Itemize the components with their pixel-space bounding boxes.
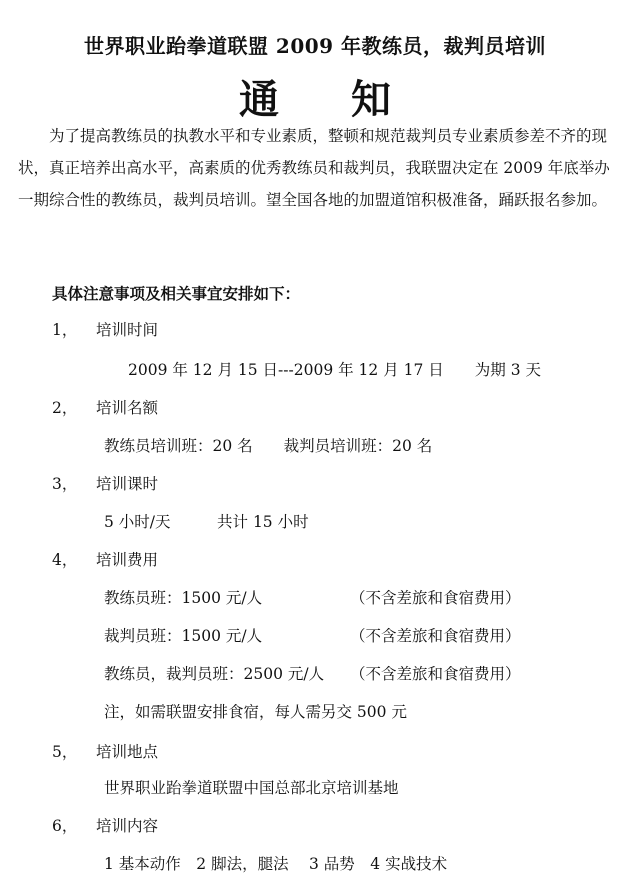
training-content: 1 基本动作 2 脚法，腿法 3 品势 4 实战技术 <box>104 855 448 873</box>
fee-note: （不含差旅和食宿费用） <box>350 589 521 607</box>
section-title-quota: 培训名额 <box>96 399 159 417</box>
fee-note: （不含差旅和食宿费用） <box>350 627 521 645</box>
training-dates: 2009 年 12 月 15 日---2009 年 12 月 17 日 为期 3 天 <box>128 361 541 379</box>
section-title-fees: 培训费用 <box>96 551 159 569</box>
intro-paragraph: 为了提高教练员的执教水平和专业素质，整顿和规范裁判员专业素质参差不齐的现状，真正培养出高水平，高素质的优秀教练员和裁判员，我联盟决定在 2009 年底举办一期综合性的教练员，裁判员培训。望全国各地的加盟道馆积极准备，踊跃报名参加。 <box>18 127 610 209</box>
section-number: 3， <box>52 475 78 493</box>
section-title-hours: 培训课时 <box>96 475 159 493</box>
training-quota: 教练员培训班：20 名 裁判员培训班：20 名 <box>104 437 433 455</box>
fee-referee: 裁判员班：1500 元/人 <box>104 627 263 645</box>
section-number: 2， <box>52 399 78 417</box>
fee-combined: 教练员，裁判员班：2500 元/人 <box>104 665 325 683</box>
section-number: 5， <box>52 743 78 761</box>
training-location: 世界职业跆拳道联盟中国总部北京培训基地 <box>104 779 399 797</box>
section-number: 6， <box>52 817 78 835</box>
fee-remark: 注，如需联盟安排食宿，每人需另交 500 元 <box>104 703 407 721</box>
section-title-time: 培训时间 <box>96 321 159 339</box>
notice-heading <box>0 68 630 125</box>
section-title-content: 培训内容 <box>96 817 159 835</box>
notice-char-1: 通 <box>239 76 279 123</box>
notice-char-2: 知 <box>351 76 391 123</box>
section-title-location: 培训地点 <box>96 743 159 761</box>
arrangements-lead: 具体注意事项及相关事宜安排如下： <box>52 284 301 303</box>
section-number: 4， <box>52 551 78 569</box>
section-number: 1， <box>52 321 78 339</box>
fee-note: （不含差旅和食宿费用） <box>350 665 521 683</box>
fee-coach: 教练员班：1500 元/人 <box>104 589 263 607</box>
training-hours: 5 小时/天 共计 15 小时 <box>104 513 309 531</box>
document-title: 世界职业跆拳道联盟 2009 年教练员，裁判员培训 <box>83 34 547 58</box>
